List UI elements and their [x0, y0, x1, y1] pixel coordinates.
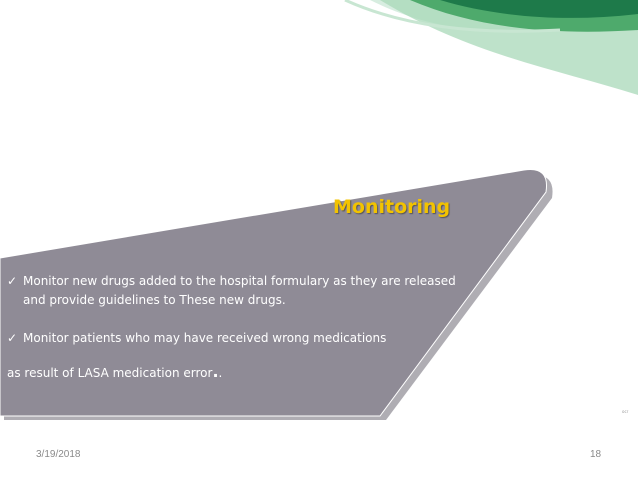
continuation-line [7, 362, 222, 381]
footer-page-number: 18 [590, 449, 602, 460]
continuation-period: . [212, 362, 219, 381]
bullet-text: Monitor new drugs added to the hospital formulary as they are released and provide guidelines to These new drugs. [23, 274, 456, 307]
tiny-watermark: ocr [622, 409, 629, 414]
continuation-period-small: . [218, 366, 223, 380]
checkmark-icon: ✓ [7, 274, 18, 288]
bullet-item [7, 329, 463, 348]
checkmark-icon: ✓ [7, 331, 18, 345]
bullet-item [7, 272, 463, 310]
slide-title: Monitoring [333, 196, 451, 218]
footer-date: 3/19/2018 [36, 449, 81, 460]
bullet-text: Monitor patients who may have received wrong medications [23, 331, 387, 345]
continuation-text: as result of LASA medication error [7, 366, 213, 380]
bullet-list [7, 272, 463, 367]
